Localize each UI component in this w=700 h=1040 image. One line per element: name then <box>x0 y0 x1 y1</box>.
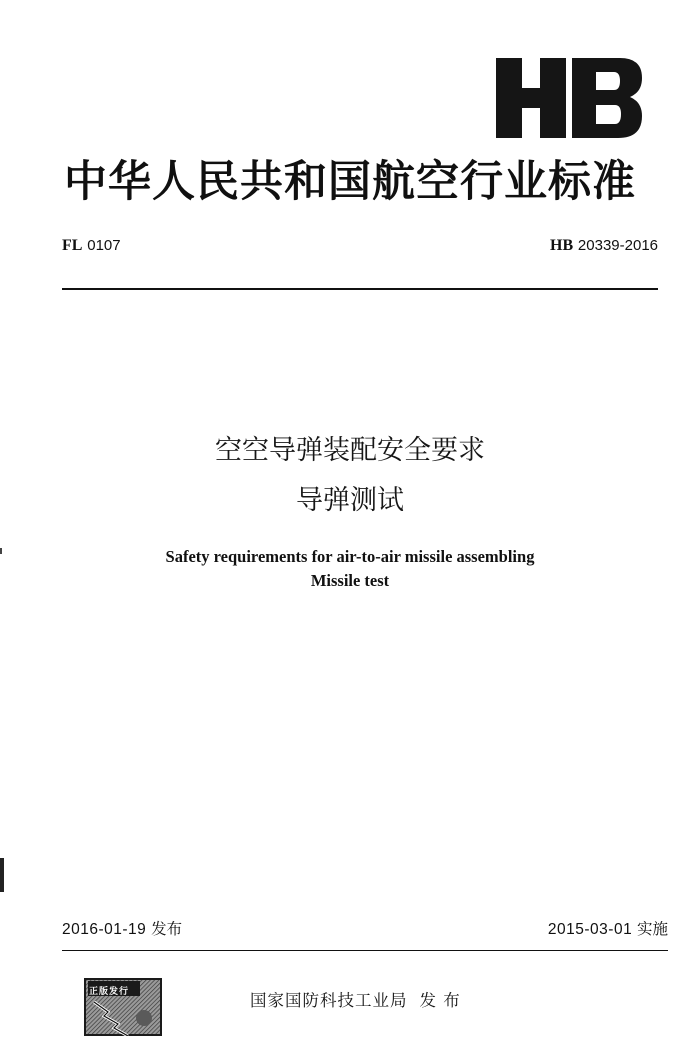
stamp-label: 正版发行 <box>89 987 130 997</box>
code-row <box>62 236 658 260</box>
hb-logo-icon <box>496 58 642 138</box>
standard-code: 20339-2016 <box>577 237 658 254</box>
effective-date <box>548 917 668 939</box>
classification-number: 0107 <box>87 237 121 254</box>
classification-prefix: FL <box>62 237 83 254</box>
standard-prefix: HB <box>550 237 574 254</box>
date-row <box>62 917 668 943</box>
effective-date-label: 实施 <box>636 920 668 938</box>
standard-number <box>550 236 658 255</box>
issue-date-label: 发布 <box>151 920 183 938</box>
document-title-cn-line1: 空空导弹装配安全要求 <box>215 435 485 466</box>
issuer-verb: 发 布 <box>419 991 461 1010</box>
effective-date-value: 2015-03-01 <box>547 921 633 938</box>
document-title-en-line1: Safety requirements for air-to-air missile assembling <box>165 547 535 566</box>
issuer-name: 国家国防科技工业局 <box>250 991 408 1010</box>
top-divider <box>62 288 658 290</box>
scan-artifact <box>0 548 2 554</box>
issuing-authority <box>250 987 461 1011</box>
standard-category-title: 中华人民共和国航空行业标准 <box>64 157 636 207</box>
document-title-en-line2: Missile test <box>310 571 390 590</box>
issue-date <box>62 917 182 939</box>
bottom-divider <box>62 950 668 951</box>
classification-code <box>62 236 121 255</box>
scan-artifact <box>0 858 4 892</box>
issue-date-value: 2016-01-19 <box>62 921 147 938</box>
document-title-cn-line2: 导弹测试 <box>296 485 404 516</box>
